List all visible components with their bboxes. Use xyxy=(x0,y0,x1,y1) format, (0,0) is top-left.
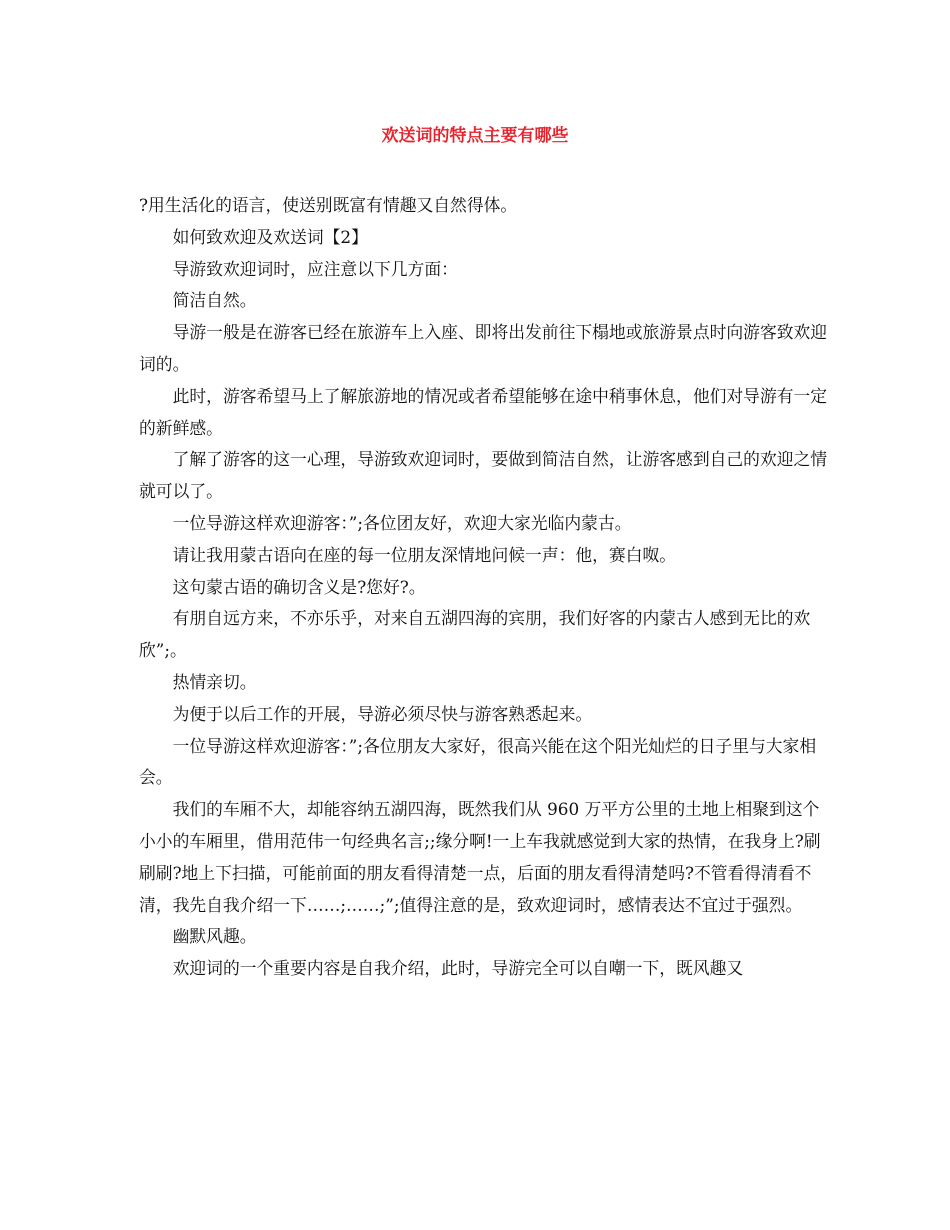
paragraph: 我们的车厢不大，却能容纳五湖四海，既然我们从 960 万平方公里的土地上相聚到这个小小的车厢里，借用范伟一句经典名言;;缘分啊!一上车我就感觉到大家的热情，在我身上?刷刷刷?地上下扫描，可能前面的朋友看得清楚一点，后面的朋友看得清楚吗?不管看得清看不清，我先自我介绍一下……;……;”;值得注意的是，致欢迎词时，感情表达不宜过于强烈。 xyxy=(139,799,821,915)
paragraph: 热情亲切。 xyxy=(172,671,257,692)
paragraph: 请让我用蒙古语向在座的每一位朋友深情地问候一声：他，赛白呶。 xyxy=(172,544,677,565)
paragraph: 简洁自然。 xyxy=(172,290,257,311)
paragraph: 欢迎词的一个重要内容是自我介绍，此时，导游完全可以自嘲一下，既风趣又 xyxy=(172,958,744,979)
document-body xyxy=(139,190,829,985)
paragraph: 为便于以后工作的开展，导游必须尽快与游客熟悉起来。 xyxy=(172,703,593,724)
paragraph: 这句蒙古语的确切含义是?您好?。 xyxy=(172,576,426,597)
paragraph: 此时，游客希望马上了解旅游地的情况或者希望能够在途中稍事休息，他们对导游有一定的新鲜感。 xyxy=(139,385,828,438)
document-title: 欢送词的特点主要有哪些 xyxy=(381,126,569,146)
paragraph: 了解了游客的这一心理，导游致欢迎词时，要做到简洁自然，让游客感到自己的欢迎之情就可以了。 xyxy=(139,449,828,502)
paragraph: 有朋自远方来，不亦乐乎，对来自五湖四海的宾朋，我们好客的内蒙古人感到无比的欢欣”;。 xyxy=(139,608,811,661)
paragraph: 幽默风趣。 xyxy=(172,926,257,947)
paragraph: ?用生活化的语言，使送别既富有情趣又自然得体。 xyxy=(139,195,518,215)
paragraph: 一位导游这样欢迎游客：”;各位团友好，欢迎大家光临内蒙古。 xyxy=(172,512,632,533)
paragraph: 导游一般是在游客已经在旅游车上入座、即将出发前往下榻地或旅游景点时向游客致欢迎词的。 xyxy=(139,322,828,374)
paragraph: 一位导游这样欢迎游客：”;各位朋友大家好，很高兴能在这个阳光灿烂的日子里与大家相会。 xyxy=(139,735,817,788)
paragraph: 导游致欢迎词时，应注意以下几方面： xyxy=(172,258,458,279)
paragraph: 如何致欢迎及欢送词【2】 xyxy=(172,226,368,247)
